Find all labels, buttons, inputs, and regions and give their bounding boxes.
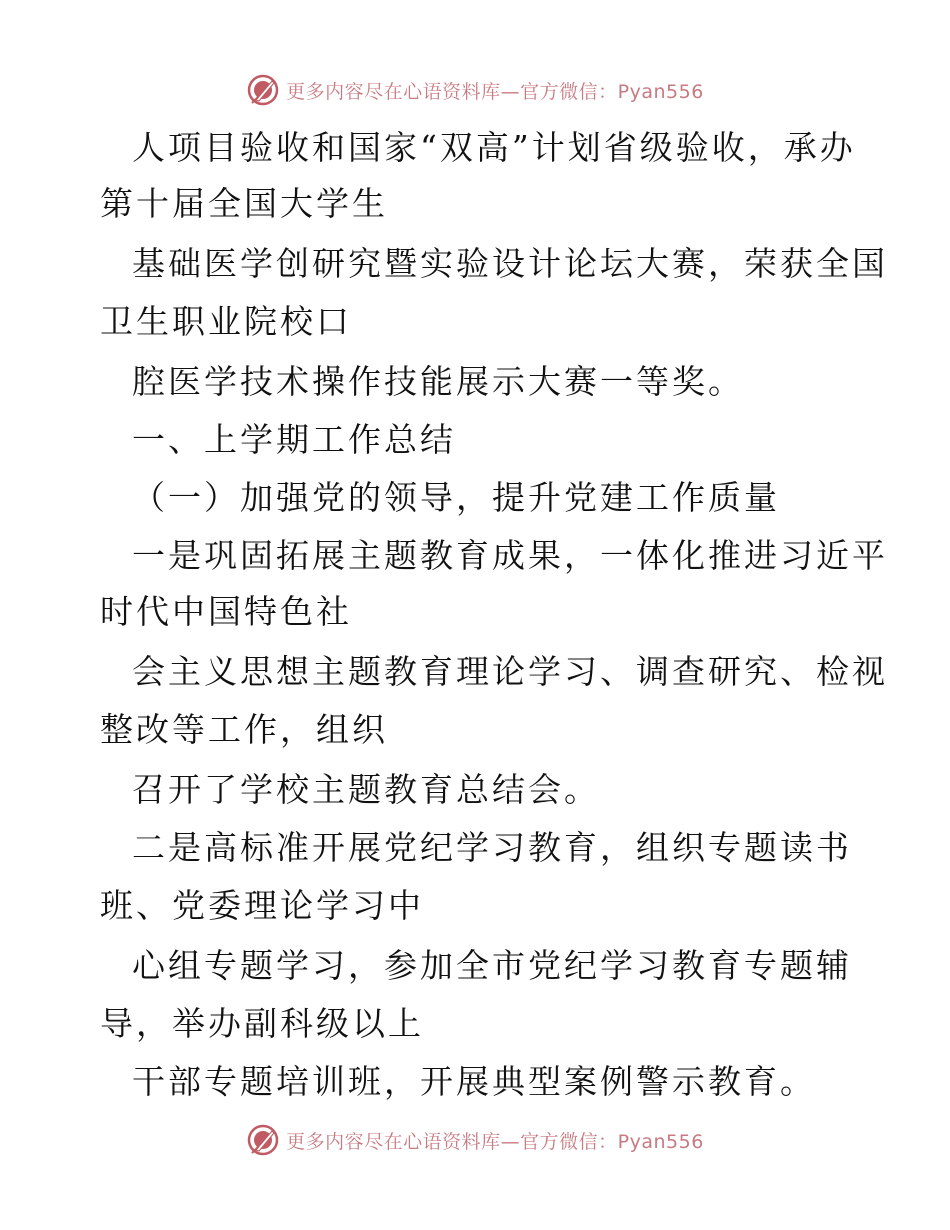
paragraph-line: 会主义思想主题教育理论学习、调查研究、检视 <box>132 652 888 691</box>
section-heading: 一、上学期工作总结 <box>132 420 456 459</box>
paragraph-line: 基础医学创研究暨实验设计论坛大赛，荣获全国 <box>132 244 888 283</box>
footer-watermark <box>0 1122 950 1158</box>
paragraph-line: 心组专题学习，参加全市党纪学习教育专题辅 <box>132 946 852 985</box>
paragraph-line: 班、党委理论学习中 <box>100 886 424 925</box>
paragraph-line: 一是巩固拓展主题教育成果，一体化推进习近平 <box>132 536 888 575</box>
subsection-heading: （一）加强党的领导，提升党建工作质量 <box>132 478 780 517</box>
watermark-text: 更多内容尽在心语资料库—官方微信：Pyan556 <box>286 80 704 103</box>
paragraph-line: 时代中国特色社 <box>100 592 352 631</box>
quill-seal-icon <box>246 73 280 107</box>
paragraph-line: 整改等工作，组织 <box>100 710 388 749</box>
paragraph-line: 二是高标准开展党纪学习教育，组织专题读书 <box>132 828 852 867</box>
watermark-text: 更多内容尽在心语资料库—官方微信：Pyan556 <box>286 1130 704 1153</box>
paragraph-line: 召开了学校主题教育总结会。 <box>132 770 600 809</box>
paragraph-line: 干部专题培训班，开展典型案例警示教育。 <box>132 1062 816 1101</box>
quill-seal-icon <box>246 1123 280 1157</box>
header-watermark <box>0 72 950 108</box>
paragraph-line: 腔医学技术操作技能展示大赛一等奖。 <box>132 362 744 401</box>
paragraph-line: 导，举办副科级以上 <box>100 1004 424 1043</box>
paragraph-line: 卫生职业院校口 <box>100 302 352 341</box>
paragraph-line: 第十届全国大学生 <box>100 184 388 223</box>
paragraph-line: 人项目验收和国家“双高”计划省级验收，承办 <box>132 128 856 167</box>
